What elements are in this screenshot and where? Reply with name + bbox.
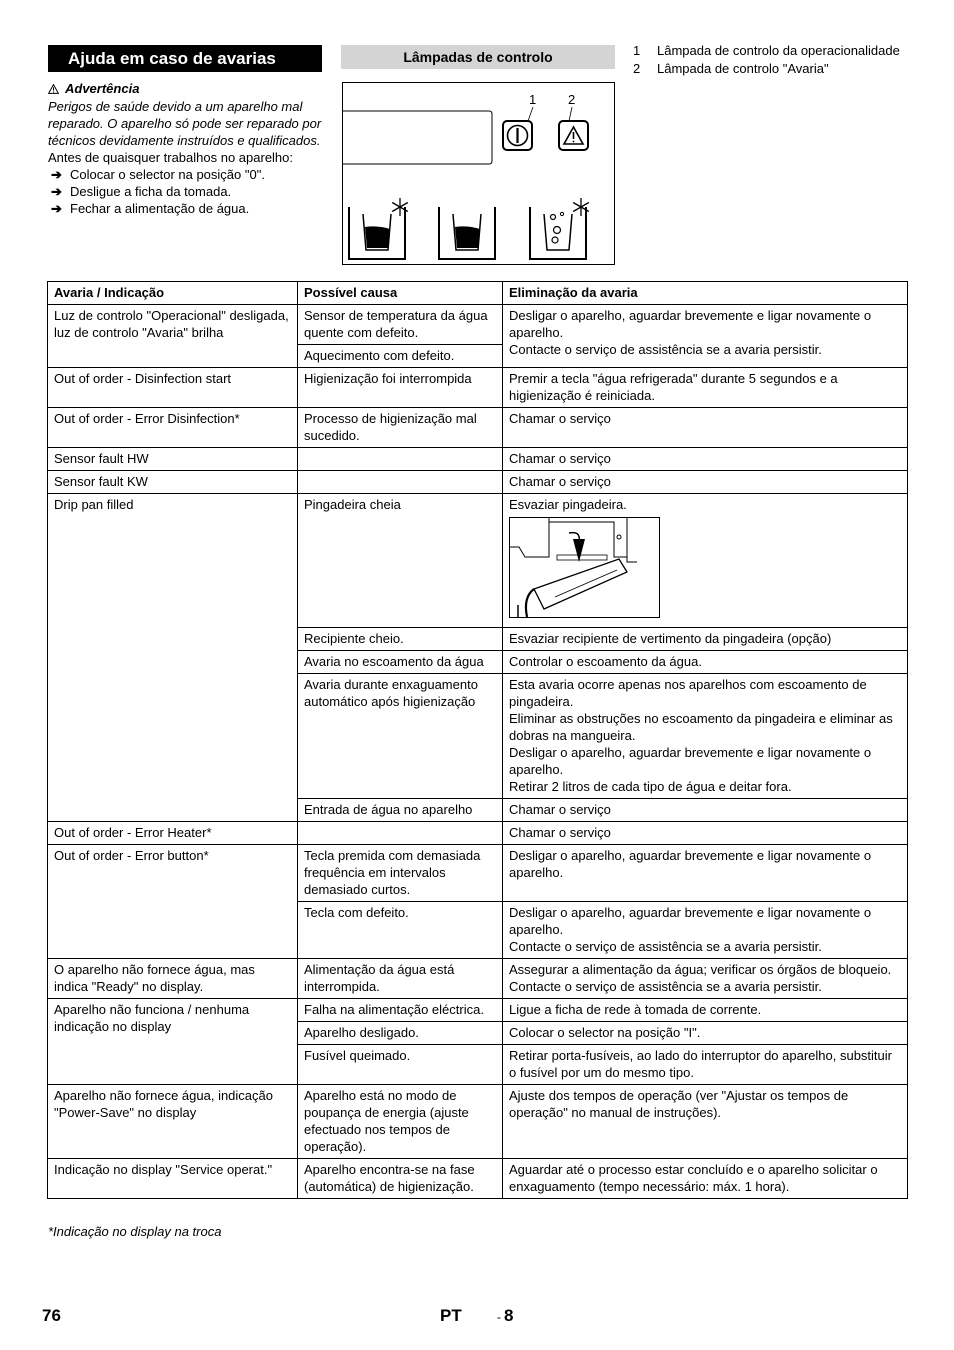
cause-cell: Tecla premida com demasiada frequência em intervalos demasiado curtos.	[298, 845, 503, 902]
fault-cell: Indicação no display "Service operat."	[48, 1159, 298, 1199]
fix-cell: Colocar o selector na posição "I".	[503, 1022, 908, 1045]
table-row	[48, 471, 908, 494]
lamps-legend	[633, 42, 908, 78]
cause-cell: Pingadeira cheia	[298, 494, 503, 628]
fix-cell: Esvaziar pingadeira.	[503, 494, 908, 628]
table-row	[48, 845, 908, 902]
sparkling-water-button-icon	[530, 207, 586, 259]
cause-cell: Falha na alimentação eléctrica.	[298, 999, 503, 1022]
fix-cell: Desligar o aparelho, aguardar brevemente e ligar novamente o aparelho. Contacte o serviço de assistência se a avaria persistir.	[503, 902, 908, 959]
column-header: Eliminação da avaria	[503, 282, 908, 305]
cause-cell	[298, 822, 503, 845]
lamps-heading: Lâmpadas de controlo	[341, 45, 615, 69]
section-title: Ajuda em caso de avarias	[48, 45, 322, 72]
water-button-icon	[439, 207, 495, 259]
warning-step: ➔ Colocar o selector na posição "0".	[51, 167, 265, 182]
table-row	[48, 448, 908, 471]
page-number: 76	[42, 1306, 61, 1325]
warning-step: ➔ Fechar a alimentação de água.	[51, 201, 250, 216]
control-panel-illustration	[342, 82, 615, 265]
page-reference: - 8	[497, 1306, 514, 1325]
fix-cell: Retirar porta-fusíveis, ao lado do interruptor do aparelho, substituir o fusível por um do mesmo tipo.	[503, 1045, 908, 1085]
warning-steps	[48, 166, 323, 217]
ready-lamp-icon	[503, 121, 532, 150]
fix-cell: Chamar o serviço	[503, 822, 908, 845]
legend-item: 1 Lâmpada de controlo da operacionalidade	[633, 43, 900, 58]
fix-cell: Ligue a ficha de rede à tomada de corrente.	[503, 999, 908, 1022]
warning-block	[48, 80, 323, 217]
warning-body: Perigos de saúde devido a um aparelho mal reparado. O aparelho só pode ser reparado por técnicos devidamente instruídos e qualificados.	[48, 99, 322, 148]
fault-lamp-icon	[559, 121, 588, 150]
fix-cell: Chamar o serviço	[503, 448, 908, 471]
table-row	[48, 1085, 908, 1159]
fault-cell: Out of order - Error Heater*	[48, 822, 298, 845]
table-row	[48, 368, 908, 408]
cause-cell: Processo de higienização mal sucedido.	[298, 408, 503, 448]
cause-cell: Alimentação da água está interrompida.	[298, 959, 503, 999]
cause-cell: Higienização foi interrompida	[298, 368, 503, 408]
fault-cell: Out of order - Error button*	[48, 845, 298, 959]
fix-cell: Aguardar até o processo estar concluído e o aparelho solicitar o enxaguamento (tempo necessário: máx. 1 hora).	[503, 1159, 908, 1199]
arrow-right-icon: ➔	[51, 201, 62, 216]
fix-cell: Controlar o escoamento da água.	[503, 651, 908, 674]
cause-cell: Aquecimento com defeito.	[298, 345, 503, 368]
fault-cell: Sensor fault HW	[48, 448, 298, 471]
fix-cell: Chamar o serviço	[503, 799, 908, 822]
callout-1: 1	[529, 92, 537, 107]
footnote: *Indicação no display na troca	[48, 1224, 222, 1239]
cause-cell: Tecla com defeito.	[298, 902, 503, 959]
cause-cell: Fusível queimado.	[298, 1045, 503, 1085]
fault-cell: Aparelho não funciona / nenhuma indicação no display	[48, 999, 298, 1085]
cold-water-button-icon	[349, 207, 405, 259]
warning-intro: Antes de quaisquer trabalhos no aparelho:	[48, 150, 294, 165]
callout-2: 2	[568, 92, 576, 107]
cause-cell: Avaria no escoamento da água	[298, 651, 503, 674]
table-header-row	[48, 282, 908, 305]
warning-triangle-icon	[48, 84, 59, 94]
fix-cell: Desligar o aparelho, aguardar brevemente e ligar novamente o aparelho.	[503, 845, 908, 902]
fault-table	[47, 281, 908, 1199]
table-row	[48, 822, 908, 845]
table-row	[48, 959, 908, 999]
column-header: Avaria / Indicação	[48, 282, 298, 305]
language-code: PT	[440, 1306, 462, 1325]
cause-cell: Recipiente cheio.	[298, 628, 503, 651]
fault-cell: Out of order - Error Disinfection*	[48, 408, 298, 448]
fault-cell: Luz de controlo "Operacional" desligada, luz de controlo "Avaria" brilha	[48, 305, 298, 368]
arrow-right-icon: ➔	[51, 167, 62, 182]
fix-cell: Premir a tecla "água refrigerada" durante 5 segundos e a higienização é reiniciada.	[503, 368, 908, 408]
fault-cell: Sensor fault KW	[48, 471, 298, 494]
fault-cell: Drip pan filled	[48, 494, 298, 822]
fix-cell: Desligar o aparelho, aguardar brevemente e ligar novamente o aparelho. Contacte o serviço de assistência se a avaria persistir.	[503, 305, 908, 368]
fix-cell: Chamar o serviço	[503, 471, 908, 494]
fix-cell: Chamar o serviço	[503, 408, 908, 448]
fix-cell: Assegurar a alimentação da água; verificar os órgãos de bloqueio. Contacte o serviço de assistência se a avaria persistir.	[503, 959, 908, 999]
table-row	[48, 999, 908, 1022]
table-row	[48, 408, 908, 448]
arrow-right-icon: ➔	[51, 184, 62, 199]
fault-cell: O aparelho não fornece água, mas indica "Ready" no display.	[48, 959, 298, 999]
cause-cell	[298, 448, 503, 471]
cause-cell	[298, 471, 503, 494]
legend-item: 2 Lâmpada de controlo "Avaria"	[633, 61, 829, 76]
drip-pan-illustration	[509, 517, 660, 618]
fix-cell: Ajuste dos tempos de operação (ver "Ajustar os tempos de operação" no manual de instruções).	[503, 1085, 908, 1159]
cause-cell: Sensor de temperatura da água quente com defeito.	[298, 305, 503, 345]
cause-cell: Aparelho encontra-se na fase (automática) de higienização.	[298, 1159, 503, 1199]
fix-cell: Esvaziar recipiente de vertimento da pingadeira (opção)	[503, 628, 908, 651]
table-row	[48, 494, 908, 628]
fault-cell: Aparelho não fornece água, indicação "Power-Save" no display	[48, 1085, 298, 1159]
fault-cell: Out of order - Disinfection start	[48, 368, 298, 408]
fix-cell: Esta avaria ocorre apenas nos aparelhos com escoamento de pingadeira. Eliminar as obstruções no escoamento da pingadeira e eliminar as dobras na mangueira. Desligar o aparelho, aguardar brevemente e ligar novamente o aparelho. Retirar 2 litros de cada tipo de água e deitar fora.	[503, 674, 908, 799]
table-row	[48, 1159, 908, 1199]
cause-cell: Aparelho está no modo de poupança de energia (ajuste efectuado nos tempos de operação).	[298, 1085, 503, 1159]
cause-cell: Entrada de água no aparelho	[298, 799, 503, 822]
cause-cell: Aparelho desligado.	[298, 1022, 503, 1045]
warning-step: ➔ Desligue a ficha da tomada.	[51, 184, 232, 199]
cause-cell: Avaria durante enxaguamento automático após higienização	[298, 674, 503, 799]
warning-title: Advertência	[65, 81, 140, 96]
column-header: Possível causa	[298, 282, 503, 305]
table-row	[48, 305, 908, 345]
warning-title-row	[48, 80, 323, 97]
